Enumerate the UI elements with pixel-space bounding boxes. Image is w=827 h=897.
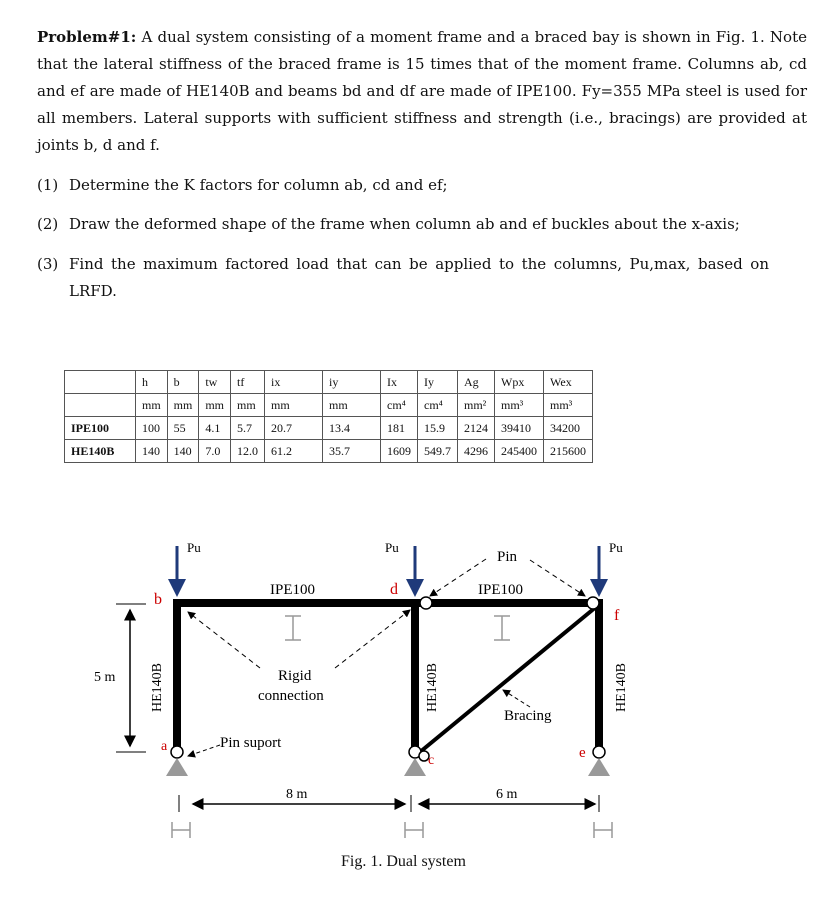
- figure-caption: Fig. 1. Dual system: [341, 853, 466, 870]
- question-number: (1): [37, 176, 59, 194]
- table-cell: 12.0: [231, 440, 265, 463]
- beam-label-bd: IPE100: [270, 582, 315, 598]
- table-cell: 55: [167, 417, 199, 440]
- span-label-right: 6 m: [496, 787, 518, 802]
- note-rigid-line1: Rigid: [278, 668, 312, 684]
- note-pin-support: Pin suport: [220, 735, 282, 751]
- question-3: [37, 251, 807, 305]
- frame-figure: [0, 520, 827, 850]
- problem-text: A dual system consisting of a moment frame and a braced bay is shown in Fig. 1. Note that the lateral stiffness of the braced frame is 15 times that of the moment frame. Columns ab, cd and ef are made of HE140B and beams bd and df are made of IPE100. Fy=355 MPa steel is used for all members. Lateral supports with sufficient stiffness and strength (i.e., bracings) are provided at joints b, d and f.: [37, 28, 807, 154]
- table-cell: tw: [199, 371, 231, 394]
- table-cell: 34200: [544, 417, 593, 440]
- question-1: [37, 172, 807, 199]
- table-cell: 4296: [458, 440, 495, 463]
- note-rigid-line2: connection: [258, 688, 324, 704]
- node-label-f: f: [614, 607, 620, 624]
- load-label-b: Pu: [187, 540, 201, 555]
- table-cell: 35.7: [323, 440, 381, 463]
- table-cell: 7.0: [199, 440, 231, 463]
- table-cell: mm: [231, 394, 265, 417]
- table-cell: 549.7: [418, 440, 458, 463]
- table-cell: 100: [136, 417, 168, 440]
- table-cell: 61.2: [265, 440, 323, 463]
- table-cell: 1609: [381, 440, 418, 463]
- table-cell: mm³: [544, 394, 593, 417]
- table-cell: mm: [199, 394, 231, 417]
- table-row: [65, 417, 593, 440]
- table-cell: IPE100: [65, 417, 136, 440]
- table-cell: h: [136, 371, 168, 394]
- i-section-icon: [594, 822, 612, 838]
- table-cell: tf: [231, 371, 265, 394]
- table-cell: 39410: [495, 417, 544, 440]
- beam-label-df: IPE100: [478, 582, 523, 598]
- table-cell: 181: [381, 417, 418, 440]
- table-cell: 140: [136, 440, 168, 463]
- question-number: (3): [37, 255, 59, 273]
- column-label-ef: HE140B: [614, 663, 629, 712]
- table-cell: Ix: [381, 371, 418, 394]
- node-label-e: e: [579, 745, 586, 761]
- table-cell: iy: [323, 371, 381, 394]
- question-text: Draw the deformed shape of the frame when column ab and ef buckles about the x-axis;: [69, 215, 740, 233]
- table-cell: mm: [323, 394, 381, 417]
- table-cell: [65, 394, 136, 417]
- table-cell: 13.4: [323, 417, 381, 440]
- table-cell: ix: [265, 371, 323, 394]
- table-cell: 215600: [544, 440, 593, 463]
- table-cell: 20.7: [265, 417, 323, 440]
- pin-node-f: [587, 597, 599, 609]
- table-cell: 4.1: [199, 417, 231, 440]
- leader-rigid-b: [188, 612, 260, 668]
- bracing-member: [420, 607, 596, 752]
- note-pin: Pin: [497, 549, 518, 565]
- table-cell: cm⁴: [418, 394, 458, 417]
- table-cell: mm²: [458, 394, 495, 417]
- node-label-b: b: [154, 591, 162, 608]
- table-cell: b: [167, 371, 199, 394]
- question-number: (2): [37, 215, 59, 233]
- i-section-icon: [494, 616, 510, 640]
- table-cell: 15.9: [418, 417, 458, 440]
- table-cell: mm: [265, 394, 323, 417]
- pin-support-e: [588, 758, 610, 776]
- height-label: 5 m: [94, 670, 116, 685]
- pin-support-a: [166, 758, 188, 776]
- table-header-row: [65, 371, 593, 394]
- table-cell: 5.7: [231, 417, 265, 440]
- leader-pin-f: [530, 560, 585, 596]
- table-cell: Wex: [544, 371, 593, 394]
- problem-statement: [37, 24, 807, 159]
- table-cell: cm⁴: [381, 394, 418, 417]
- table-cell: Iy: [418, 371, 458, 394]
- table-cell: HE140B: [65, 440, 136, 463]
- table-units-row: [65, 394, 593, 417]
- leader-pin-support: [188, 745, 220, 756]
- table-row: [65, 440, 593, 463]
- question-text: Determine the K factors for column ab, cd and ef;: [69, 176, 448, 194]
- table-cell: mm³: [495, 394, 544, 417]
- table-cell: Ag: [458, 371, 495, 394]
- column-label-ab: HE140B: [150, 663, 165, 712]
- problem-label: Problem#1:: [37, 28, 137, 46]
- question-text: Find the maximum factored load that can be applied to the columns, Pu,max, based on LRFD.: [69, 255, 769, 300]
- i-section-icon: [172, 822, 190, 838]
- table-cell: 2124: [458, 417, 495, 440]
- section-properties-table: [64, 370, 593, 463]
- pin-node-a: [171, 746, 183, 758]
- span-label-left: 8 m: [286, 787, 308, 802]
- pin-node-e: [593, 746, 605, 758]
- table-cell: mm: [136, 394, 168, 417]
- note-bracing: Bracing: [504, 708, 552, 724]
- table-cell: [65, 371, 136, 394]
- leader-bracing: [503, 690, 530, 707]
- column-label-cd: HE140B: [425, 663, 440, 712]
- table-cell: 140: [167, 440, 199, 463]
- i-section-icon: [405, 822, 423, 838]
- i-section-icon: [285, 616, 301, 640]
- pin-node-d: [420, 597, 432, 609]
- load-label-d: Pu: [385, 540, 399, 555]
- table-cell: Wpx: [495, 371, 544, 394]
- node-label-c: c: [428, 753, 435, 768]
- node-label-a: a: [161, 739, 168, 754]
- table-cell: mm: [167, 394, 199, 417]
- question-2: [37, 211, 807, 238]
- table-cell: 245400: [495, 440, 544, 463]
- leader-rigid-d: [335, 610, 410, 668]
- load-label-f: Pu: [609, 540, 623, 555]
- node-label-d: d: [390, 581, 398, 598]
